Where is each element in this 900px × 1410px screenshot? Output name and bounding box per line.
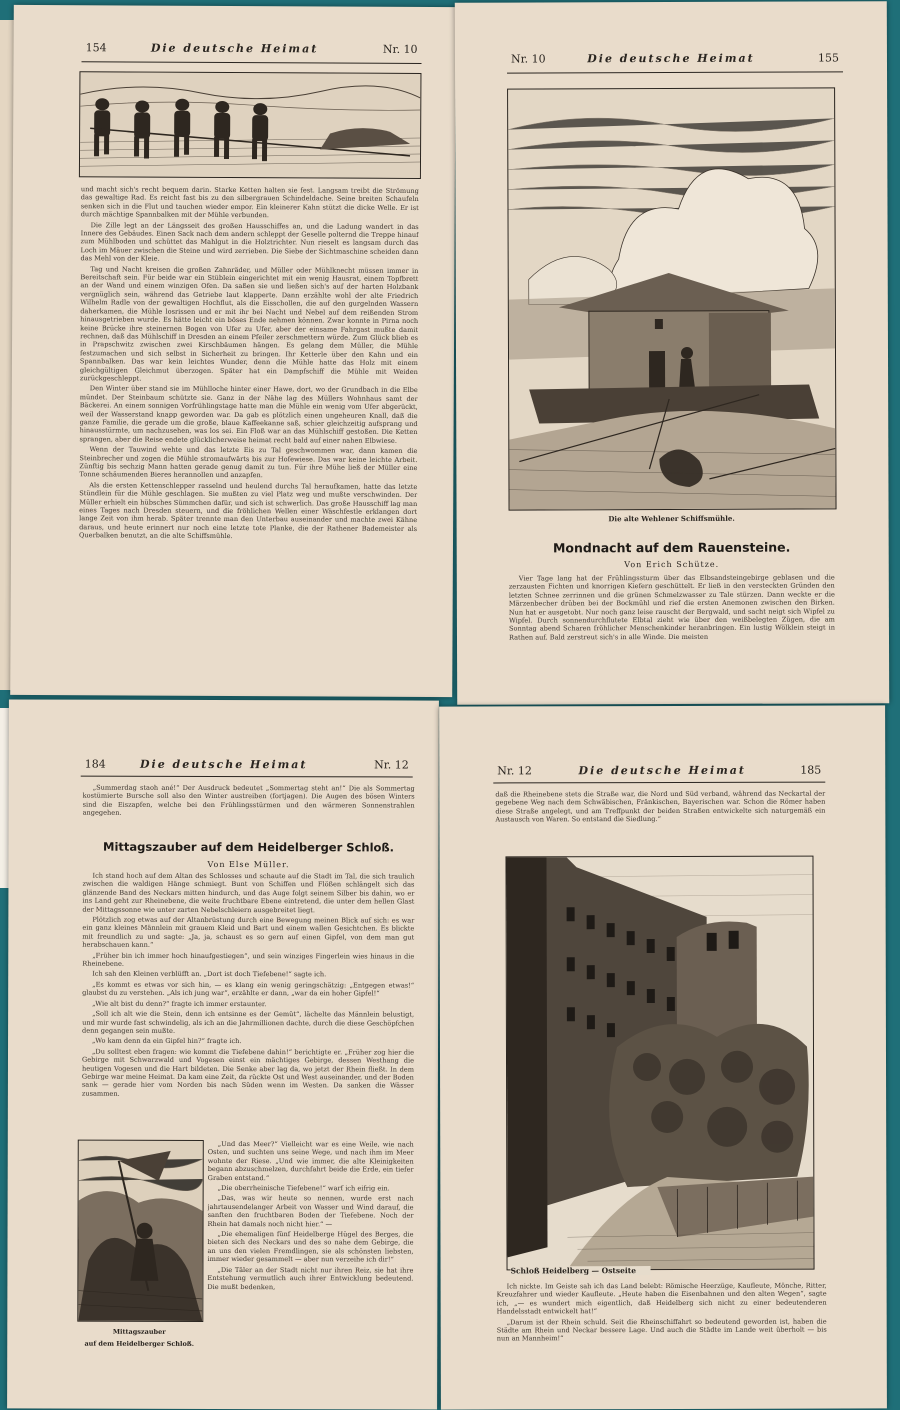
- paragraph: „Wo kam denn da ein Gipfel hin?“ fragte ich.: [82, 1037, 414, 1046]
- paragraph: „Das, was wir heute so nennen, wurde erst nach jahrtausendelanger Arbeit von Wasser und Wind darauf, die sanften den fruchtbaren Boden der Tiefebene. Noch der Rhein hat damals noch nicht hier.“ —: [208, 1194, 414, 1228]
- magazine-title: Die deutsche Heimat: [439, 763, 885, 777]
- page-184: [7, 699, 439, 1409]
- figure-caption-line2: auf dem Heidelberger Schloß.: [77, 1340, 201, 1348]
- paragraph: Plötzlich zog etwas auf der Altanbrüstung durch eine Bewegung meinen Blick auf sich: es war ein ganz kleines Männlein mit grauem Kleid und Bart und einem wallen Gesichtchen. Es blickte mit freundlich zu und sagte: „Ja, ja, schaust es so gern auf einen Gipfel, von dem man gut herabschauen kann.“: [82, 916, 414, 950]
- article-author: Von Else Müller.: [82, 860, 414, 870]
- issue-number: Nr. 10: [511, 52, 546, 65]
- magazine-title: Die deutsche Heimat: [9, 757, 439, 771]
- heidelberg-castle-illustration: [505, 856, 814, 1271]
- paragraph: daß die Rheinebene stets die Straße war, die Nord und Süd verband, während das Neckartal der gegebene Weg nach dem Schwäbischen, Fränkischen, Bayerischen war. Schon die Römer haben diese Straße angelegt, und am Treffpunkt der beiden Straßen entwickelte sich naturgemäß ein Austausch von Waren. So entstand die Siedlung.“: [495, 790, 825, 824]
- page-number: 154: [86, 41, 107, 54]
- castle-gnome-illustration: [77, 1140, 203, 1322]
- paragraph: „Die oberrheinische Tiefebene!“ warf ich eifrig ein.: [208, 1184, 414, 1193]
- page-185: [439, 705, 887, 1409]
- header-rule: [507, 71, 843, 73]
- article-body: [497, 1282, 827, 1393]
- article-body-full: [82, 872, 415, 1135]
- towing-men-illustration: [79, 71, 422, 179]
- paragraph: „Früher bin ich immer hoch hinaufgestiegen“, und sein winziges Fingerlein wies hinaus in die Rheinebene.: [82, 951, 414, 969]
- figure-caption: Die alte Wehlener Schiffsmühle.: [509, 513, 835, 523]
- paragraph: „Wie alt bist du denn?“ fragte ich immer erstaunter.: [82, 999, 414, 1008]
- article-body-narrow: [207, 1140, 414, 1371]
- magazine-title: Die deutsche Heimat: [455, 51, 887, 66]
- article-body: [78, 185, 419, 677]
- page-155: [455, 1, 889, 705]
- paragraph: Ich nickte. Im Geiste sah ich das Land belebt: Römische Heerzüge, Kaufleute, Mönche, Ritter, Kreuzfahrer und wieder Kaufleute. „Heute haben die Eisenbahnen und den alten Wegen“, sagte ich, „— es wundert mich eigentlich, daß Heidelberg sich nicht zu einer bedeutenderen Handelsstadt entwickelt hat!“: [497, 1282, 827, 1316]
- paragraph: Tag und Nacht kreisen die großen Zahnräder, und Müller oder Mühlknecht müssen immer in Bereitschaft sein. Für beide war ein Stüblein eingerichtet mit ein wenig Hausrat, einem Topfbrett an der Wand und einem winzigen Ofen. Da saßen sie und ließen sich's auf der harten Holzbank vergnüglich sein, während das Getriebe laut klapperte. Dann erzählte wohl der alte Friedrich Wilhelm Radle von der gewaltigen Hochflut, als die Eisschollen, die auf den gurgelnden Wassern daherkamen, die Mühle losrissen und er mit ihr bei Nacht und Nebel auf dem reißenden Strom hinausgetrieben wurde. Es hätte leicht ein böses Ende nehmen können. Zwar konnte in Pirna noch keine Brücke ihre steinernen Bogen von Ufer zu Ufer, aber der einsame Fahrgast mußte damit rechnen, daß das Mühlschiff in Dresden an einem Pfeiler zerschmettern würde. Zum Glück blieb es in Prapschwitz zwischen zwei Kirschbäumen hängen. Es gelang dem Müller, die Mühle festzumachen und sich selbst in Sicherheit zu bringen. Ihr Ketterle über den Kahn und ein Spannbalken. Das war kein leichtes Wunder, denn die Mühle hatte das Holz mit einem gleichgültigen Gleichmut überzogen. Später hat ein Dampfschiff die Mühle mit Weiden zurückgeschleppt.: [80, 265, 419, 384]
- paragraph: Als die ersten Kettenschlepper rasselnd und heulend durchs Tal heraufkamen, hatte das letzte Stündlein für die Mühle geschlagen. Sie mußten zu viel Platz weg und mußte verschwinden. Der Müller erhielt ein hübsches Sümmchen dafür, und sich ist schwerlich. Das große Hausschiff lag man eines Tages nach Dresden steuern, und die fröhlichen Wellen einer Wäschfestle erklangen dort lange Zeit von ihm herab. Später trennte man den Unterbau auseinander und machte zwei Kähne daraus, und heute erinnert nur noch eine letzte tote Planke, die der Rathener Bademeister als Querbalken benutzt, an die alte Schiffsmühle.: [79, 481, 417, 542]
- paragraph: Ich stand hoch auf dem Altan des Schlosses und schaute auf die Stadt im Tal, die sich traulich zwischen die waldigen Hänge schmiegt. Bunt von Schiffen und Flößen schlängelt sich das glänzende Band des Neckars mitten hindurch, und das Auge folgt seinem Silber bis dahin, wo er ins Land geht zur Rheinebene, die weite fruchtbare Ebene eintretend, die unter dem hellen Glast der Mittagssonne wie unter zarten Nebelschleiern ausgebreitet liegt.: [82, 872, 414, 915]
- page-number: 185: [800, 764, 821, 777]
- intro-paragraph: [83, 784, 415, 829]
- page-header: [455, 51, 887, 73]
- article-title: Mittagszauber auf dem Heidelberger Schloß.: [83, 840, 415, 855]
- paragraph: „Summerdag staoh ané!“ Der Ausdruck bedeutet „Sommertag steht an!“ Die als Sommertag kostümierte Bursche soll also den Winter austreiben (fortjagen). Die Augen des bösen Winters sind die Eiszapfen, welche bei den Frühlingsstürmen und den wärmeren Sonnenstrahlen angegehen.: [83, 784, 415, 818]
- paragraph: „Du solltest eben fragen: wie kommt die Tiefebene dahin!“ berichtigte er. „Früher zog hier die Gebirge mit Schwarzwald und Vogesen einst ein mächtiges Gebirge, dessen Westhang die heutigen Vogesen und die Hart bildeten. Die Senke aber lag da, wo jetzt der Rhein fließt. In dem Gebirge war meine Heimat. Da kam eine Zeit, da rückte Ost und West auseinander, und der Boden sank — gerade hier vom Norden bis nach Süden wenn im Westen. Da sanken die Wässer zusammen.: [82, 1047, 414, 1098]
- issue-number: Nr. 10: [383, 43, 418, 56]
- article-body: [509, 573, 835, 684]
- article-title: Mondnacht auf dem Rauensteine.: [509, 539, 835, 555]
- magazine-title: Die deutsche Heimat: [14, 41, 456, 56]
- page-number: 184: [85, 758, 106, 771]
- paragraph: „Und das Meer?“ Vielleicht war es eine Weile, wie nach Osten, und suchten uns seine Wege, und nach ihm im Meer wohnte der Riese. „Und wie immer, die alte Kleinigkeiten begann abzuschmelzen, durchfahrt beide die Erde, ein tiefer Graben entstand.“: [208, 1140, 414, 1183]
- issue-number: Nr. 12: [374, 758, 409, 771]
- intro-paragraph: [495, 790, 825, 843]
- figure-caption-line1: Mittagszauber: [77, 1328, 201, 1336]
- page-154: [10, 5, 456, 697]
- paragraph: Die Zille legt an der Längsseit des großen Hausschiffes an, und die Ladung wandert in das Innere des Gebäudes. Einen Sack nach dem andern schleppt der Geselle polternd die Treppe hinauf zum Mühlboden und schüttet das Mahlgut in die Holztrichter. Nun rieselt es langsam durch das Loch im Mäuer zwischen die Steine und wird zerrieben. Die Siebe der Sichtmaschine scheiden dann das Mehl von der Kleie.: [80, 221, 418, 265]
- paragraph: „Darum ist der Rhein schuld. Seit die Rheinschiffahrt so bedeutend geworden ist, haben die Städte am Rhein und Neckar bessere Lage. Und auch die Städte im Lande weit überholt — bis nun an Mannheim!“: [497, 1317, 827, 1343]
- page-header: [14, 41, 456, 63]
- figure-caption: Schloß Heidelberg — Ostseite: [511, 1266, 651, 1275]
- paragraph: Den Winter über stand sie im Mühlloche hinter einer Hawe, dort, wo der Grundbach in die Elbe mündet. Der Steinbaum schützte sie. Ganz in der Nähe lag des Müllers Wohnhaus samt der Bäckerei. An einem sonnigen Vorfrühlingstage hatte man die Mühle ein wenig vom Ufer abgerückt, weil der Wasserstand knapp geworden war. Da gab es plötzlich einen ungeheuren Knall, daß die ganze Familie, die gerade um die große, blaue Kaffeekanne saß, schier gleichzeitig aufsprang und hinausstürmte, um nachzusehen, was los sei. Ein Floß war an das Mühlschiff gestoßen. Die Ketten sprangen, aber die Reise endete glücklicherweise heimat recht bald auf einer nahen Elbwiese.: [80, 385, 418, 446]
- article-author: Von Erich Schütze.: [509, 559, 835, 569]
- ship-mill-illustration: [507, 87, 836, 510]
- paragraph: Wenn der Tauwind wehte und das letzte Eis zu Tal geschwommen war, dann kamen die Steinbrecher und zogen die Mühle stromaufwärts bis zur Hofewiese. Das war keine leichte Arbeit. Zünftig bis sechzig Mann hatten gerade genug damit zu tun. Für ihre Mühe ließ der Müller eine Tonne schäumenden Bieres herannollen und anzapfen.: [79, 445, 417, 480]
- paragraph: Ich sah den Kleinen verblüfft an. „Dort ist doch Tiefebene!“ sagte ich.: [82, 970, 414, 979]
- paragraph: und macht sich's recht bequem darin. Starke Ketten halten sie fest. Langsam treibt die Strömung das gewaltige Rad. Es reicht fast bis zu den silbergrauen Schindeldache. Seine breiten Schaufeln senken sich in die Flut und tauchen wieder empor. Ein kleinerer Kahn stützt die dicke Welle. Er ist durch mächtige Spannbalken mit der Mühle verbunden.: [81, 185, 419, 220]
- paragraph: „Es kommt es etwas vor sich hin, — es klang ein wenig geringschätzig: „Entgegen etwas!“ glaubst du zu verstehen. „Als ich jung war“, erzählte er dann, „war da ein hoher Gipfel!“: [82, 981, 414, 999]
- paragraph: Vier Tage lang hat der Frühlingssturm über das Elbsandsteingebirge geblasen und die zerzausten Fichten und knorrigen Kiefern geschüttelt. Er ließ in den versteckten Gründen den letzten Schnee zerrinnen und die grünen Schmelzwasser zu Tale stürzen. Dann weckte er die Märzenbecher drüben bei der Bockmühl und rief die ersten Anemonen zwischen den Birken. Nun hat er ausgetobt. Nur noch ganz leise rauscht der Bergwald, und sacht neigt sich Wipfel zu Wipfel. Durch sonnendurchflutete Elbtal zieht wie über den weißbelegten Zügen, die am Sonntag abend Scharen fröhlicher Menschenkinder heranbringen. Ein lustig Wölklein steigt in Rathen auf. Bald zerstreut sich's in alle Winde. Die meisten: [509, 573, 835, 641]
- issue-number: Nr. 12: [497, 764, 532, 777]
- page-number: 155: [818, 51, 839, 64]
- paragraph: „Soll ich alt wie die Stein, denn ich entsinne es der Gemüt“, lächelte das Männlein belustigt, und mir wurde fast schwindelig, als ich an die Jahrmillionen dachte, durch die diese Geschöpfchen denn gegangen sein mußte.: [82, 1010, 414, 1036]
- paragraph: „Die Täler an der Stadt nicht nur ihren Reiz, sie hat ihre Entstehung vermutlich auch ihrer Entwicklung bedeutend. Die mußt bedenken,: [207, 1266, 413, 1292]
- paragraph: „Die ehemaligen fünf Heidelberge Hügel des Berges, die bieten sich des Neckars und des so nahe dem Gebirge, die an uns den vielen Fremdlingen, sie als schönsten liebsten, immer wieder gesammelt — aber nun verzeihe ich dir!“: [207, 1230, 413, 1264]
